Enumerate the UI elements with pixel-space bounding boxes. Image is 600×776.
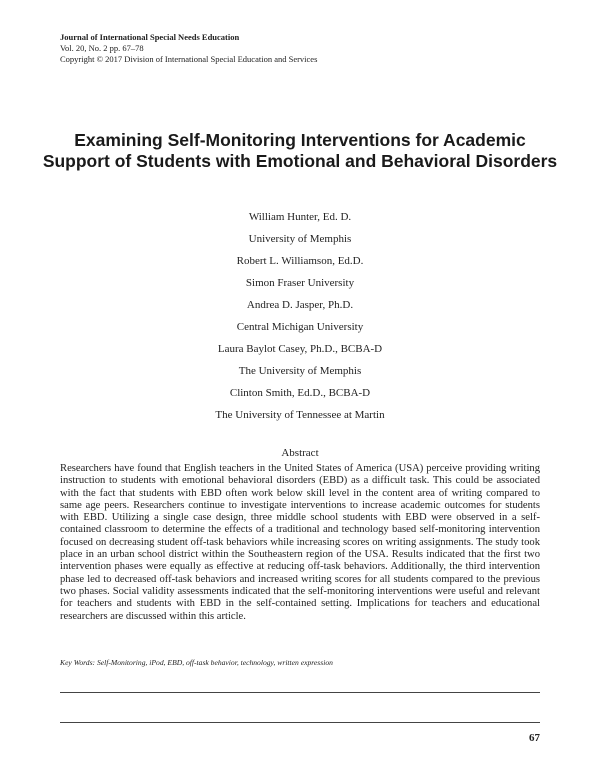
author-name: William Hunter, Ed. D. [248,211,352,223]
author-affiliation: Central Michigan University [236,321,364,333]
keywords: Key Words: Self-Monitoring, iPod, EBD, off-task behavior, technology, written expression [60,658,333,667]
author-affiliation: The University of Tennessee at Martin [215,409,385,421]
journal-header [60,32,317,65]
author-affiliation: Simon Fraser University [245,277,355,289]
divider [60,692,540,693]
article-title: Examining Self-Monitoring Interventions for Academic Support of Students with Emotional and Behavioral Disorders [42,130,558,171]
divider [60,722,540,723]
author-block [0,210,600,246]
journal-copyright: Copyright © 2017 Division of International Special Education and Services [60,54,318,64]
abstract-heading: Abstract [281,447,319,459]
author-name: Andrea D. Jasper, Ph.D. [246,299,354,311]
author-name: Clinton Smith, Ed.D., BCBA-D [229,387,371,399]
journal-volume: Vol. 20, No. 2 pp. 67–78 [60,43,144,53]
journal-name: Journal of International Special Needs Education [60,32,240,42]
author-name: Laura Baylot Casey, Ph.D., BCBA-D [217,343,383,355]
author-block [0,342,600,378]
author-name: Robert L. Williamson, Ed.D. [236,255,364,267]
abstract-text: Researchers have found that English teachers in the United States of America (USA) perceive providing writing instruction to students with emotional behavioral disorders (EBD) as a difficult task. This could be associated with the fact that students with EBD often work below skill level in the content area of writing compared to same age peers. Researchers continue to investigate interventions to increase academic outcomes for students with EBD. Utilizing a single case design, three middle school students with EBD were observed in a self-contained classroom to determine the effects of a traditional and technology based self-monitoring intervention focused on decreasing student off-task behaviors while increasing scores on writing assignments. The study took place in an urban school district within the Southeastern region of the USA. Results indicated that the first two intervention phases were equally as effective at reducing off-task behaviors. Additionally, the third intervention phase led to decreased off-task behaviors and increased writing scores for all students compared to the previous two phases. Social validity assessments indicated that the self-monitoring interventions were useful and relevant for teachers and students with EBD in the self-contained setting. Implications for teachers and educational researchers are discussed within this article. [60,463,540,622]
author-list [0,210,600,430]
page-number: 67 [529,732,540,744]
author-block [0,386,600,422]
author-affiliation: The University of Memphis [238,365,362,377]
author-block [0,254,600,290]
author-block [0,298,600,334]
author-affiliation: University of Memphis [248,233,352,245]
